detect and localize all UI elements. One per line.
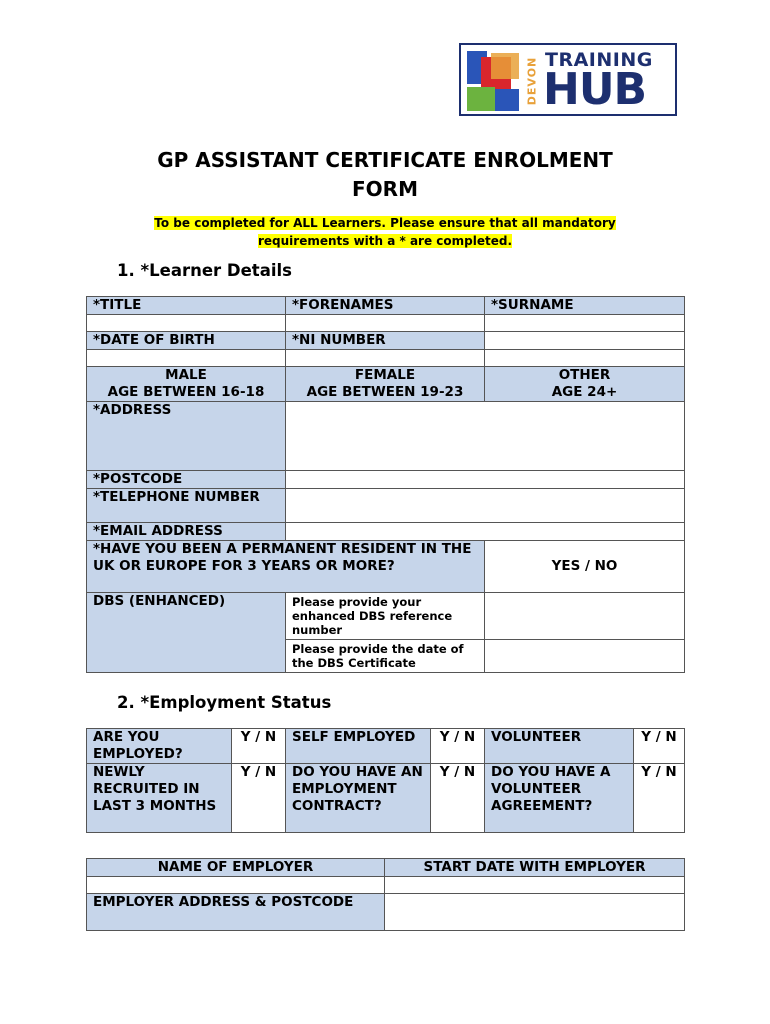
logo-blue-block-2 bbox=[495, 89, 519, 111]
instructions-line-2: requirements with a * are completed. bbox=[257, 234, 513, 248]
section-1-heading: 1. *Learner Details bbox=[117, 261, 292, 280]
dbs-ref-label: Please provide your enhanced DBS reference number bbox=[286, 593, 485, 640]
volunteer-agreement-label: DO YOU HAVE A VOLUNTEER AGREEMENT? bbox=[485, 764, 634, 833]
volunteer-label: VOLUNTEER bbox=[485, 729, 634, 764]
dbs-label: DBS (ENHANCED) bbox=[87, 593, 286, 673]
employer-address-field[interactable] bbox=[385, 894, 685, 931]
logo-devon-text: DEVON bbox=[525, 56, 539, 106]
devon-training-hub-logo bbox=[459, 43, 677, 116]
learner-details-table bbox=[86, 296, 685, 673]
telephone-label: *TELEPHONE NUMBER bbox=[87, 489, 286, 523]
dob-label: *DATE OF BIRTH bbox=[87, 332, 286, 350]
ni-extra-field[interactable] bbox=[485, 350, 685, 367]
resident-yes-no[interactable]: YES / NO bbox=[485, 541, 685, 593]
email-field[interactable] bbox=[286, 523, 685, 541]
logo-orange-block bbox=[491, 53, 519, 79]
instructions-line-1: To be completed for ALL Learners. Please ensure that all mandatory bbox=[154, 216, 616, 230]
address-field[interactable] bbox=[286, 402, 685, 471]
instructions bbox=[0, 214, 770, 250]
dbs-date-label: Please provide the date of the DBS Certificate bbox=[286, 640, 485, 673]
address-label: *ADDRESS bbox=[87, 402, 286, 471]
employer-table bbox=[86, 858, 685, 931]
age-19-23-label: AGE BETWEEN 19-23 bbox=[306, 384, 464, 400]
telephone-field[interactable] bbox=[286, 489, 685, 523]
title-label: *TITLE bbox=[87, 297, 286, 315]
section-2-heading: 2. *Employment Status bbox=[117, 693, 332, 712]
title-line-2: FORM bbox=[352, 177, 418, 201]
employer-address-label: EMPLOYER ADDRESS & POSTCODE bbox=[87, 894, 385, 931]
female-label: FEMALE bbox=[354, 367, 416, 383]
ni-digit-boxes[interactable] bbox=[286, 350, 485, 367]
employment-contract-yn[interactable]: Y / N bbox=[431, 764, 485, 833]
employer-name-field[interactable] bbox=[87, 877, 385, 894]
logo-hub-text: HUB bbox=[543, 64, 647, 115]
newly-recruited-label: NEWLY RECRUITED IN LAST 3 MONTHS bbox=[87, 764, 232, 833]
male-label: MALE bbox=[165, 367, 207, 383]
self-employed-label: SELF EMPLOYED bbox=[286, 729, 431, 764]
start-date-field[interactable] bbox=[385, 877, 685, 894]
logo-green-block bbox=[467, 87, 495, 111]
start-date-label: START DATE WITH EMPLOYER bbox=[385, 859, 685, 877]
resident-label: *HAVE YOU BEEN A PERMANENT RESIDENT IN THE UK OR EUROPE FOR 3 YEARS OR MORE? bbox=[87, 541, 485, 593]
title-line-1: GP ASSISTANT CERTIFICATE ENROLMENT bbox=[157, 148, 613, 172]
dob-digit-boxes[interactable] bbox=[87, 350, 286, 367]
title-field[interactable] bbox=[87, 315, 286, 332]
logo-training-text: TRAINING bbox=[545, 49, 653, 71]
self-employed-yn[interactable]: Y / N bbox=[431, 729, 485, 764]
logo-devon-text-wrap bbox=[525, 50, 539, 112]
female-age-19-23-option[interactable] bbox=[286, 367, 485, 402]
dbs-date-field[interactable] bbox=[485, 640, 685, 673]
male-age-16-18-option[interactable] bbox=[87, 367, 286, 402]
employed-yn[interactable]: Y / N bbox=[232, 729, 286, 764]
page-title bbox=[0, 146, 770, 204]
employment-status-table bbox=[86, 728, 685, 833]
email-label: *EMAIL ADDRESS bbox=[87, 523, 286, 541]
surname-label: *SURNAME bbox=[485, 297, 685, 315]
postcode-field[interactable] bbox=[286, 471, 685, 489]
age-16-18-label: AGE BETWEEN 16-18 bbox=[107, 384, 265, 400]
age-24-label: AGE 24+ bbox=[551, 384, 618, 400]
employer-name-label: NAME OF EMPLOYER bbox=[87, 859, 385, 877]
employed-label: ARE YOU EMPLOYED? bbox=[87, 729, 232, 764]
newly-recruited-yn[interactable]: Y / N bbox=[232, 764, 286, 833]
other-label: OTHER bbox=[558, 367, 611, 383]
surname-field[interactable] bbox=[485, 315, 685, 332]
postcode-label: *POSTCODE bbox=[87, 471, 286, 489]
volunteer-yn[interactable]: Y / N bbox=[634, 729, 685, 764]
forenames-label: *FORENAMES bbox=[286, 297, 485, 315]
ni-label: *NI NUMBER bbox=[286, 332, 485, 350]
other-age-24-option[interactable] bbox=[485, 367, 685, 402]
volunteer-agreement-yn[interactable]: Y / N bbox=[634, 764, 685, 833]
forenames-field[interactable] bbox=[286, 315, 485, 332]
employment-contract-label: DO YOU HAVE AN EMPLOYMENT CONTRACT? bbox=[286, 764, 431, 833]
dbs-ref-field[interactable] bbox=[485, 593, 685, 640]
ni-spare-field[interactable] bbox=[485, 332, 685, 350]
